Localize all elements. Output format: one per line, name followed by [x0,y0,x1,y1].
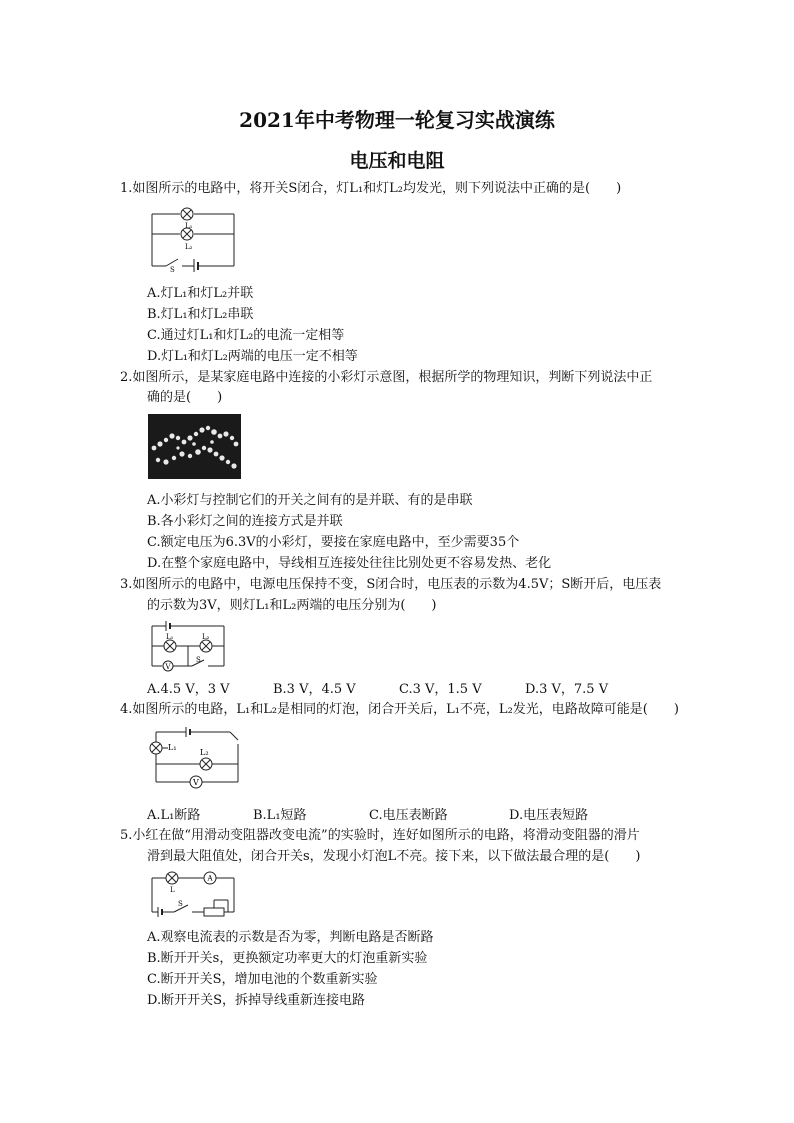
question-1-circuit-figure [148,204,238,272]
question-2-option-a: A.小彩灯与控制它们的开关之间有的是并联、有的是串联 [147,493,473,508]
question-2-option-b: B.各小彩灯之间的连接方式是并联 [147,514,343,529]
q5-label-s: S [178,900,183,908]
question-4-stem: 4.如图所示的电路，L₁和L₂是相同的灯泡，闭合开关后，L₁不亮，L₂发光，电路故障可能是( ) [120,702,679,717]
question-5-stem-line2: 滑到最大阻值处，闭合开关s，发现小灯泡L不亮。接下来，以下做法最合理的是( ) [147,849,641,864]
question-3-option-c: C.3 V，1.5 V [399,682,482,697]
question-3-stem-line2: 的示数为3V，则灯L₁和L₂两端的电压分别为( ) [147,598,437,613]
question-1-stem: 1.如图所示的电路中，将开关S闭合，灯L₁和灯L₂均发光，则下列说法中正确的是( ) [120,181,622,196]
question-5-option-d: D.断开开关S，拆掉导线重新连接电路 [147,993,365,1008]
question-5-stem-line1: 5.小红在做“用滑动变阻器改变电流”的实验时，连好如图所示的电路，将滑动变阻器的滑片 [120,828,640,843]
question-5-option-b: B.断开开关s，更换额定功率更大的灯泡重新实验 [147,951,428,966]
question-3-stem-line1: 3.如图所示的电路中，电源电压保持不变，S闭合时，电压表的示数为4.5V；S断开后，电压表 [120,577,662,592]
question-4-option-c: C.电压表断路 [369,808,448,823]
question-5-option-c: C.断开开关S，增加电池的个数重新实验 [147,972,378,987]
question-5-option-a: A.观察电流表的示数是否为零，判断电路是否断路 [147,930,434,945]
question-2-stem-line1: 2.如图所示，是某家庭电路中连接的小彩灯示意图，根据所学的物理知识，判断下列说法中正 [120,370,653,385]
question-1-option-b: B.灯L₁和灯L₂串联 [147,307,254,322]
q1-label-s: S [170,266,175,272]
question-4-option-a: A.L₁断路 [147,808,201,823]
question-1-option-a: A.灯L₁和灯L₂并联 [147,286,254,301]
q3-label-l1: L₁ [166,633,174,641]
q3-label-l2: L₂ [202,633,210,641]
q5-label-l: L [170,886,175,894]
question-4-options [147,804,647,824]
q4-label-v: V [193,778,199,787]
question-2-option-c: C.额定电压为6.3V的小彩灯，要接在家庭电路中，至少需要35个 [147,535,520,550]
question-1-option-d: D.灯L₁和灯L₂两端的电压一定不相等 [147,349,358,364]
q3-label-v: V [165,663,171,671]
question-2-stem-line2: 确的是( ) [147,390,223,405]
string-lights-photo [148,414,241,479]
question-3-option-a: A.4.5 V，3 V [147,682,230,697]
question-3-options [147,678,647,698]
document-title: 2021年中考物理一轮复习实战演练 [239,108,555,132]
q1-label-l2: L₂ [185,243,193,251]
q4-label-l1: L₁ [168,743,177,752]
question-5-circuit-figure [148,870,240,920]
question-1-option-c: C.通过灯L₁和灯L₂的电流一定相等 [147,328,345,343]
question-3-circuit-figure [148,620,228,672]
q3-label-s: S [196,656,201,664]
question-4-option-b: B.L₁短路 [253,808,307,823]
question-3-option-b: B.3 V，4.5 V [273,682,356,697]
question-3-option-d: D.3 V，7.5 V [525,682,609,697]
q1-label-l1: L₁ [185,222,193,230]
q5-label-a: A [207,874,213,883]
document-subtitle: 电压和电阻 [349,150,445,172]
q4-label-l2: L₂ [200,748,209,757]
question-2-option-d: D.在整个家庭电路中，导线相互连接处往往比别处更不容易发热、老化 [147,556,552,571]
question-4-circuit-figure [148,726,243,790]
question-4-option-d: D.电压表短路 [509,808,589,823]
